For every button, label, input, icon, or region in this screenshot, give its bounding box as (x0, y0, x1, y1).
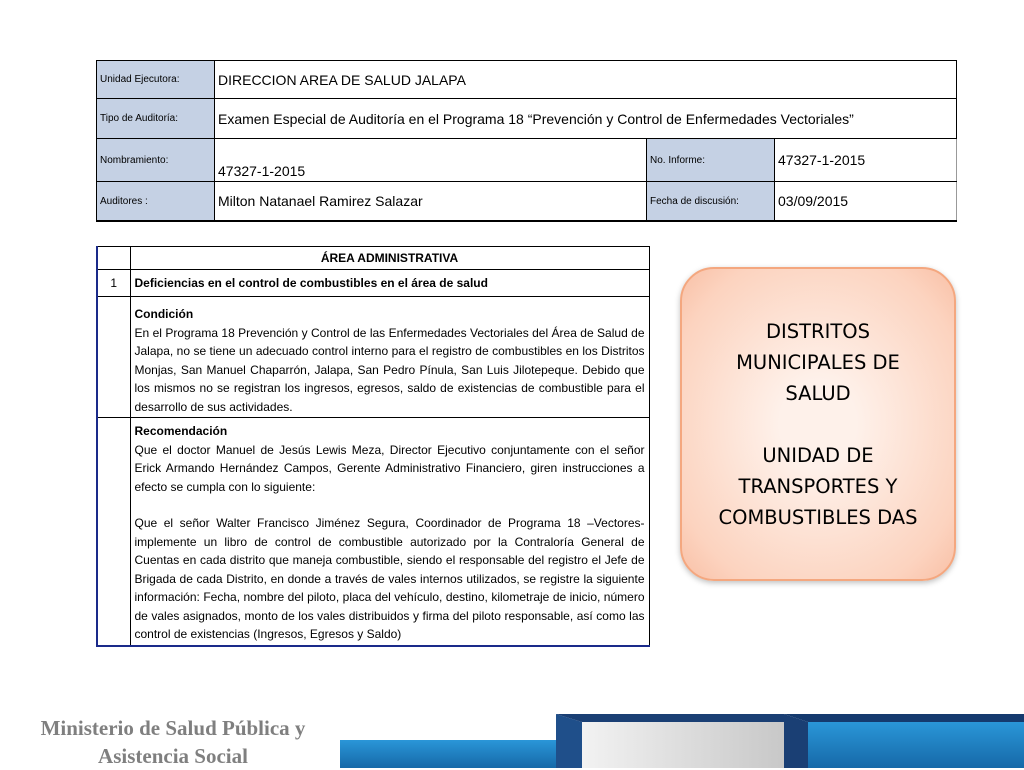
fecha-discusion-value: 03/09/2015 (775, 182, 957, 222)
tipo-auditoria-label: Tipo de Auditoría: (97, 99, 215, 139)
item-number: 1 (97, 270, 130, 297)
condicion-number-cell (97, 297, 130, 418)
item-title: Deficiencias en el control de combustibles en el área de salud (130, 270, 649, 297)
tipo-auditoria-value: Examen Especial de Auditoría en el Programa 18 “Prevención y Control de Enfermedades Vectoriales” (215, 99, 957, 139)
callout-line-2: MUNICIPALES DE (736, 350, 900, 374)
ministry-footer-line-2: Asistencia Social (98, 744, 248, 768)
recomendacion-cell (130, 418, 649, 646)
condicion-cell (130, 297, 649, 418)
distritos-callout-box (680, 267, 956, 581)
condicion-text: En el Programa 18 Prevención y Control de las Enfermedades Vectoriales del Área de Salud de Jalapa, no se tiene un adecuado control interno para el registro de combustibles en los Distritos Monjas, San Manuel Chaparrón, Jalapa, San Pedro Pínula, San Luis Jilotepeque. Debido que los mismos no se registran los ingresos, egresos, saldo de existencias de combustible para el desarrollo de sus actividades. (134, 325, 645, 414)
title-number-cell (97, 247, 130, 270)
recomendacion-paragraph-1: Que el doctor Manuel de Jesús Lewis Meza, Director Ejecutivo conjuntamente con el señor Erick Armando Hernández Campos, Gerente Administrativo Financiero, giren instrucciones a efecto se cumpla con lo siguiente: (134, 442, 645, 494)
ministry-footer (18, 714, 328, 770)
unidad-ejecutora-value: DIRECCION AREA DE SALUD JALAPA (215, 61, 957, 99)
area-administrativa-table (96, 246, 650, 647)
area-title: ÁREA ADMINISTRATIVA (130, 247, 649, 270)
recomendacion-label: Recomendación (134, 424, 228, 438)
callout-line-1: DISTRITOS (766, 319, 870, 343)
auditores-label: Auditores : (97, 182, 215, 222)
callout-line-6: COMBUSTIBLES DAS (718, 505, 918, 529)
ministry-footer-line-1: Ministerio de Salud Pública y (40, 716, 306, 740)
condicion-label: Condición (134, 307, 194, 321)
recomendacion-paragraph-2: Que el señor Walter Francisco Jiménez Segura, Coordinador de Programa 18 –Vectores- implemente un libro de control de combustible autorizado por la Contraloría General de Cuentas en cada distrito que maneja combustible, siendo el responsable del registro el Jefe de Brigada de cada Distrito, en donde a través de vales internos utilizados, se registre la siguiente información: Fecha, nombre del piloto, placa del vehículo, destino, kilometraje de inicio, número de vales asignados, monto de los vales distribuidos y firma del piloto responsable, así como las control de existencias (Ingresos, Egresos y Saldo) (134, 516, 645, 641)
auditores-value: Milton Natanael Ramirez Salazar (215, 182, 647, 222)
audit-header-table (96, 60, 957, 222)
callout-line-5: TRANSPORTES Y (738, 474, 898, 498)
nombramiento-label: Nombramiento: (97, 139, 215, 182)
callout-line-4: UNIDAD DE (762, 443, 874, 467)
unidad-ejecutora-label: Unidad Ejecutora: (97, 61, 215, 99)
nombramiento-value: 47327-1-2015 (215, 139, 647, 182)
callout-line-3: SALUD (785, 381, 851, 405)
recomendacion-number-cell (97, 418, 130, 646)
fecha-discusion-label: Fecha de discusión: (647, 182, 775, 222)
informe-label: No. Informe: (647, 139, 775, 182)
informe-value: 47327-1-2015 (775, 139, 957, 182)
